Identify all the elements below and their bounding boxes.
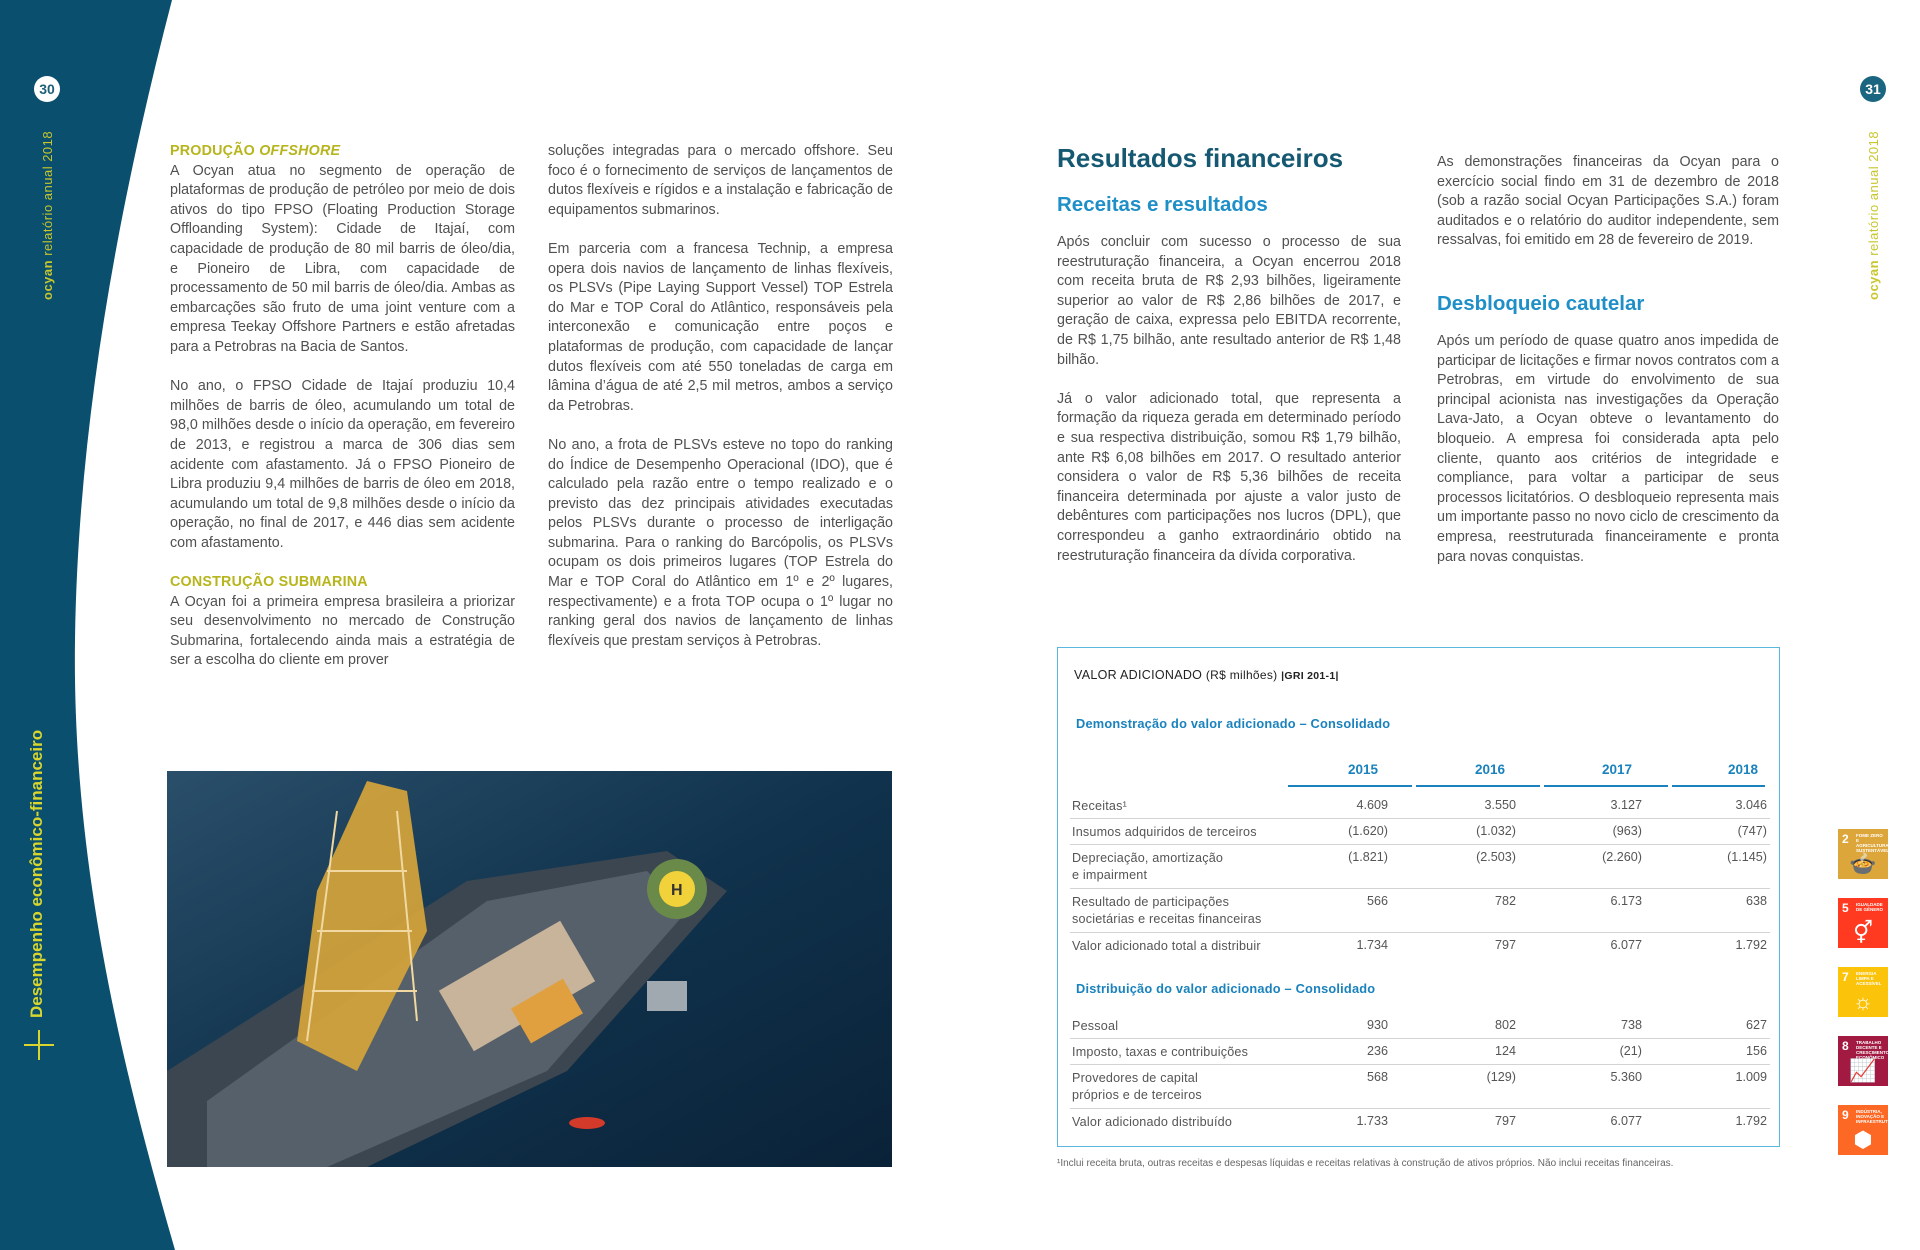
- paragraph: A Ocyan foi a primeira empresa brasileira a priorizar seu desenvolvimento no mercado de Construção Submarina, fortalecendo ainda mais a estratégia de ser a escolha do cliente em prover: [170, 593, 515, 669]
- paragraph: A Ocyan atua no segmento de operação de plataformas de produção de petróleo por meio de dois ativos do tipo FPSO (Floating Production Storage Offloanding System): Cidade de Itajaí, com capacidade de produção de 80 mil barris de óleo/dia, e Pioneiro de Libra, com capacidade de processamento de 50 mil barris de óleo/dia. Ambas as embarcações são fruto de uma joint venture com a empresa Teekay Offshore Partners e estão afretadas para a Petrobras na Bacia de Santos.: [170, 162, 515, 355]
- page-number-left: 30: [34, 76, 60, 102]
- left-column-1: [170, 142, 515, 671]
- year-header: 2016: [1474, 762, 1505, 777]
- paragraph: Já o valor adicionado total, que representa a formação da riqueza gerada em determinado período e sua respectiva distribuição, somou R$ 1,79 bilhão, ante R$ 6,08 bilhões em 2017. O resultado anterior considera o valor de R$ 5,36 bilhões de receita financeira determinada por ajuste a valor justo de debêntures com participações nos lucros (DPL), que correspondeu a ganho extraordinário obtido na reestruturação financeira da dívida corporativa.: [1057, 390, 1401, 564]
- subtitle-desbloqueio: Desbloqueio cautelar: [1437, 292, 1645, 315]
- page-number-right: 31: [1860, 76, 1886, 102]
- report-name: relatório anual 2018: [1866, 130, 1881, 256]
- table-row: Insumos adquiridos de terceiros (1.620) (1.032) (963) (747): [1070, 818, 1770, 845]
- sdg-5-icon: 5 IGUALDADE DE GÊNERO ⚥: [1838, 898, 1888, 948]
- table-section-distribuicao: Distribuição do valor adicionado – Consolidado: [1076, 981, 1376, 996]
- plus-icon: [22, 1026, 56, 1070]
- table-row: Receitas¹ 4.609 3.550 3.127 3.046: [1070, 792, 1770, 819]
- brand-name: ocyan: [40, 259, 55, 300]
- table-row: Valor adicionado total a distribuir 1.734 797 6.077 1.792: [1072, 938, 1767, 953]
- table-title: VALOR ADICIONADO (R$ milhões) |GRI 201-1|: [1074, 668, 1339, 682]
- left-column-2: [548, 142, 893, 651]
- sdg-8-icon: 8 TRABALHO DECENTE E CRESCIMENTO ECONÔMICO 📈: [1838, 1036, 1888, 1086]
- page-title: Resultados financeiros: [1057, 143, 1344, 173]
- running-title-left: [40, 131, 55, 300]
- right-column-2b: [1437, 332, 1779, 567]
- table-row: Provedores de capital próprios e de terceiros 568 (129) 5.360 1.009: [1070, 1064, 1770, 1109]
- brand-name: ocyan: [1866, 259, 1881, 300]
- table-footnote: ¹Inclui receita bruta, outras receitas e despesas líquidas e receitas relativas à construção de ativos próprios. Não inclui receitas financeiras.: [1057, 1158, 1674, 1169]
- sdg-7-icon: 7 ENERGIA LIMPA E ACESSÍVEL ☼: [1838, 967, 1888, 1017]
- sdg-9-icon: 9 INDÚSTRIA, INOVAÇÃO E INFRAESTRUTURA ⬢: [1838, 1105, 1888, 1155]
- running-title-right: [1866, 131, 1881, 300]
- year-header: 2018: [1727, 762, 1758, 777]
- right-column-1: [1057, 233, 1401, 566]
- svg-text:H: H: [671, 882, 683, 899]
- valor-adicionado-table: [1057, 647, 1780, 1147]
- platform-aerial-photo: [167, 771, 892, 1167]
- report-name: relatório anual 2018: [40, 130, 55, 256]
- section-label: Desempenho econômico-financeiro: [27, 729, 46, 1018]
- year-header: 2015: [1347, 762, 1378, 777]
- right-column-2: [1437, 153, 1779, 251]
- sdg-2-icon: 2 FOME ZERO E AGRICULTURA SUSTENTÁVEL 🍲: [1838, 829, 1888, 879]
- paragraph: Após concluir com sucesso o processo de sua reestruturação financeira, a Ocyan encerrou 2018 com receita bruta de R$ 2,93 bilhões, ligeiramente superior ao valor de R$ 2,86 bilhões de 2017, e geração de caixa, expressa pelo EBITDA recorrente, de R$ 1,75 bilhão, ante resultado anterior de R$ 1,48 bilhão.: [1057, 234, 1401, 368]
- year-header: 2017: [1601, 762, 1632, 777]
- table-row: Valor adicionado distribuído 1.733 797 6.077 1.792: [1072, 1114, 1767, 1129]
- paragraph: Após um período de quase quatro anos impedida de participar de licitações e firmar novos contratos com a Petrobras, em virtude do envolvimento de sua principal acionista nas investigações da Operação Lava-Jato, a Ocyan obteve o levantamento do bloqueio. A empresa foi considerada apta pelo cliente, quanto aos critérios de integridade e compliance, para voltar a participar de seus processos licitatórios. O desbloqueio representa mais um importante passo no novo ciclo de crescimento da empresa, reestruturada financeiramente e pronta para novas conquistas.: [1437, 333, 1779, 565]
- table-row: Imposto, taxas e contribuições 236 124 (21) 156: [1070, 1038, 1770, 1065]
- table-row: Resultado de participações societárias e receitas financeiras 566 782 6.173 638: [1070, 888, 1770, 933]
- paragraph: No ano, o FPSO Cidade de Itajaí produziu 10,4 milhões de barris de óleo, acumulando um total de 98,0 milhões desde o início da operação, em fevereiro de 2013, e registrou a marca de 306 dias sem acidente com afastamento. Já o FPSO Pioneiro de Libra produziu 9,4 milhões de barris de óleo em 2018, acumulando um total de 9,8 milhões desde o início da operação, no final de 2017, e 446 dias sem acidente com afastamento.: [170, 378, 515, 551]
- subtitle-receitas: Receitas e resultados: [1057, 193, 1268, 216]
- paragraph: As demonstrações financeiras da Ocyan para o exercício social findo em 31 de dezembro de 2018 (sob a razão social Ocyan Participações S.A.) foram auditados e o relatório do auditor independente, sem ressalvas, foi emitido em 28 de fevereiro de 2019.: [1437, 154, 1779, 249]
- heading-producao-offshore: PRODUÇÃO OFFSHORE: [170, 143, 341, 159]
- table-row: Pessoal 930 802 738 627: [1070, 1012, 1770, 1039]
- paragraph: No ano, a frota de PLSVs esteve no topo do ranking do Índice de Desempenho Operacional (IDO), que é calculado pela razão entre o tempo realizado e o previsto das dez principais atividades executadas pelos PLSVs durante o processo de interligação submarina. Para o ranking do Barcópolis, os PLSVs ocupam os dois primeiros lugares (TOP Estrela do Mar e TOP Coral do Atlântico em 1º e 2º lugares, respectivamente) e a frota TOP ocupa o 1º lugar no ranking geral dos navios de lançamento de linhas flexíveis que prestam serviços à Petrobras.: [548, 436, 893, 649]
- paragraph: soluções integradas para o mercado offshore. Seu foco é o fornecimento de serviços de lançamentos de dutos flexíveis e rígidos e a instalação e fabricação de equipamentos submarinos.: [548, 143, 893, 218]
- heading-construcao-submarina: CONSTRUÇÃO SUBMARINA: [170, 574, 368, 591]
- table-row: Depreciação, amortização e impairment (1.821) (2.503) (2.260) (1.145): [1070, 844, 1770, 889]
- paragraph: Em parceria com a francesa Technip, a empresa opera dois navios de lançamento de linhas flexíveis, os PLSVs (Pipe Laying Support Vessel) TOP Estrela do Mar e TOP Coral do Atlântico, responsáveis pela interconexão e comunicação entre poços e plataformas de produção, com capacidade de lançar dutos flexíveis com até 550 toneladas de carga em lâmina d’água de até 2,5 mil metros, ambos a serviço da Petrobras.: [548, 240, 893, 414]
- table-section-demonstracao: Demonstração do valor adicionado – Consolidado: [1076, 716, 1391, 731]
